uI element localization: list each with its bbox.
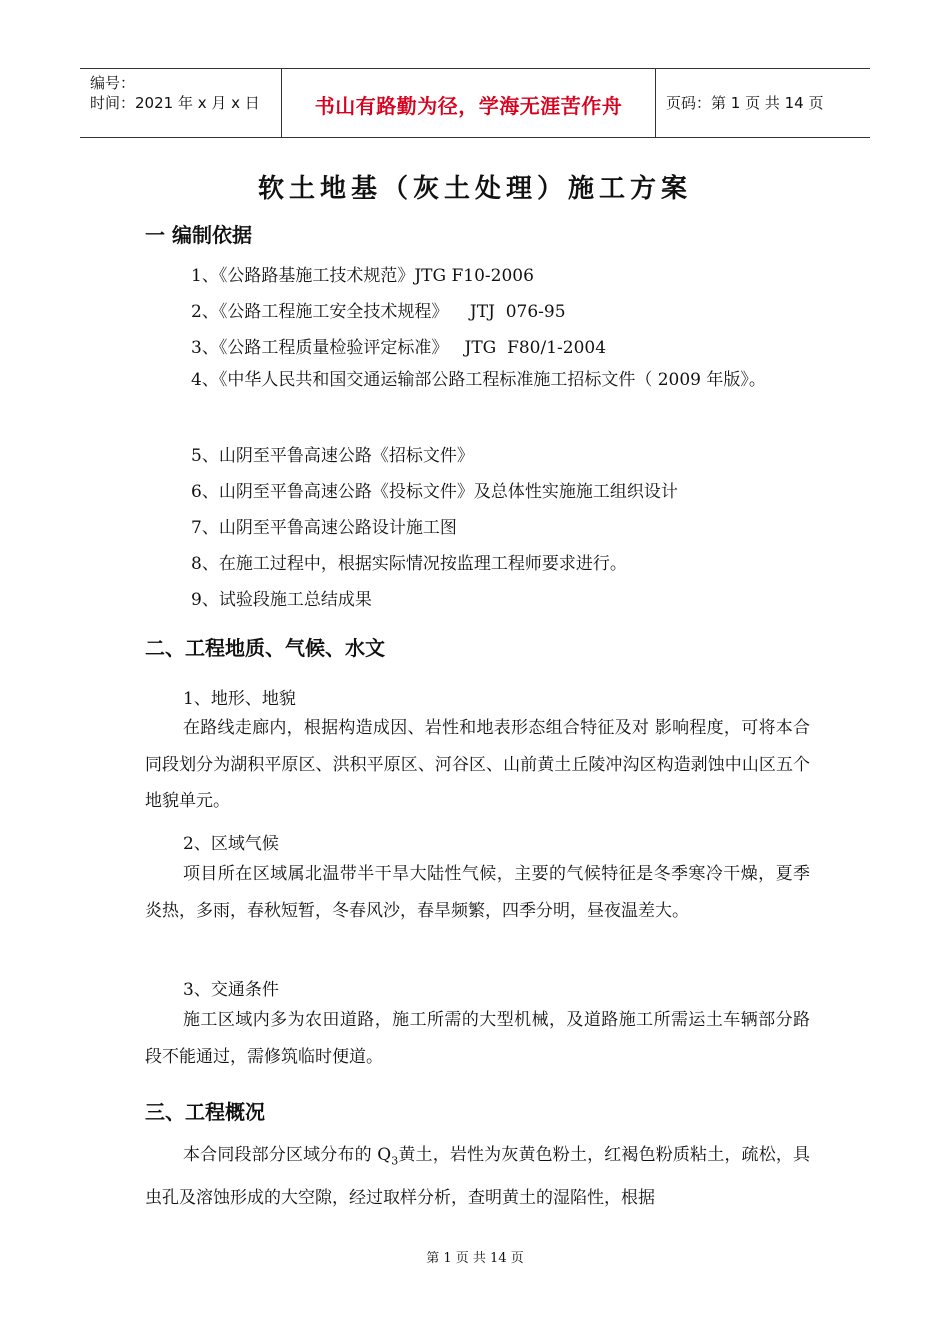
header-left-cell: [80, 69, 280, 137]
reference-item: 2、《公路工程施工安全技术规程》 JTJ 076-95: [191, 302, 566, 322]
paragraph: 在路线走廊内，根据构造成因、岩性和地表形态组合特征及对 影响程度，可将本合同段划分为湖积平原区、洪积平原区、河谷区、山前黄土丘陵冲沟区构造剥蚀中山区五个地貌单元。: [145, 718, 810, 811]
subscript: 3: [391, 1154, 399, 1168]
reference-item: 7、山阴至平鲁高速公路设计施工图: [191, 518, 457, 538]
section1-heading: 一 编制依据: [145, 223, 252, 247]
paragraph: 项目所在区域属北温带半干旱大陆性气候，主要的气候特征是冬季寒冷干燥，夏季炎热，多雨，春秋短暂，冬春风沙，春旱频繁，四季分明，昼夜温差大。: [145, 864, 810, 921]
section3-heading: 三、工程概况: [145, 1100, 265, 1124]
page-footer: 第 1 页 共 14 页: [426, 1251, 524, 1266]
paragraph: [145, 1137, 810, 1216]
subsection-heading: 1、地形、地貌: [183, 689, 296, 709]
header-center-cell: [281, 69, 656, 137]
doc-time: 时间：2021 年 x 月 x 日: [90, 94, 260, 112]
subsection-heading: 2、区域气候: [183, 834, 279, 854]
reference-item: 8、在施工过程中，根据实际情况按监理工程师要求进行。: [191, 554, 627, 574]
paragraph-text: 本合同段部分区域分布的 Q: [183, 1145, 392, 1165]
header-table: [80, 68, 870, 138]
header-right-cell: [656, 69, 870, 137]
paragraph: 施工区域内多为农田道路，施工所需的大型机械，及道路施工所需运土车辆部分路段不能通过，需修筑临时便道。: [145, 1010, 810, 1067]
reference-item: 9、试验段施工总结成果: [191, 590, 372, 610]
header-page-info: 页码：第 1 页 共 14 页: [666, 94, 824, 112]
paragraph-text: 黄土，岩性为灰黄色粉土，红褐色粉质粘土，疏松，具虫孔及溶蚀形成的大空隙，经过取样分析，查明黄土的湿陷性，根据: [145, 1145, 811, 1208]
reference-item: 4、《中华人民共和国交通运输部公路工程标准施工招标文件（ 2009 年版》。: [191, 370, 766, 390]
reference-item: 1、《公路路基施工技术规范》JTG F10-2006: [191, 266, 534, 286]
header-motto: 书山有路勤为径，学海无涯苦作舟: [314, 94, 623, 118]
reference-item: 3、《公路工程质量检验评定标准》 JTG F80/1-2004: [191, 338, 607, 358]
reference-item: 5、山阴至平鲁高速公路《招标文件》: [191, 446, 474, 466]
subsection-heading: 3、交通条件: [183, 980, 279, 1000]
document-title: 软土地基（灰土处理）施工方案: [257, 174, 692, 204]
reference-item: 6、山阴至平鲁高速公路《投标文件》及总体性实施施工组织设计: [191, 482, 678, 502]
section2-heading: 二、工程地质、气候、水文: [145, 636, 385, 660]
doc-number: 编号：: [90, 74, 136, 92]
